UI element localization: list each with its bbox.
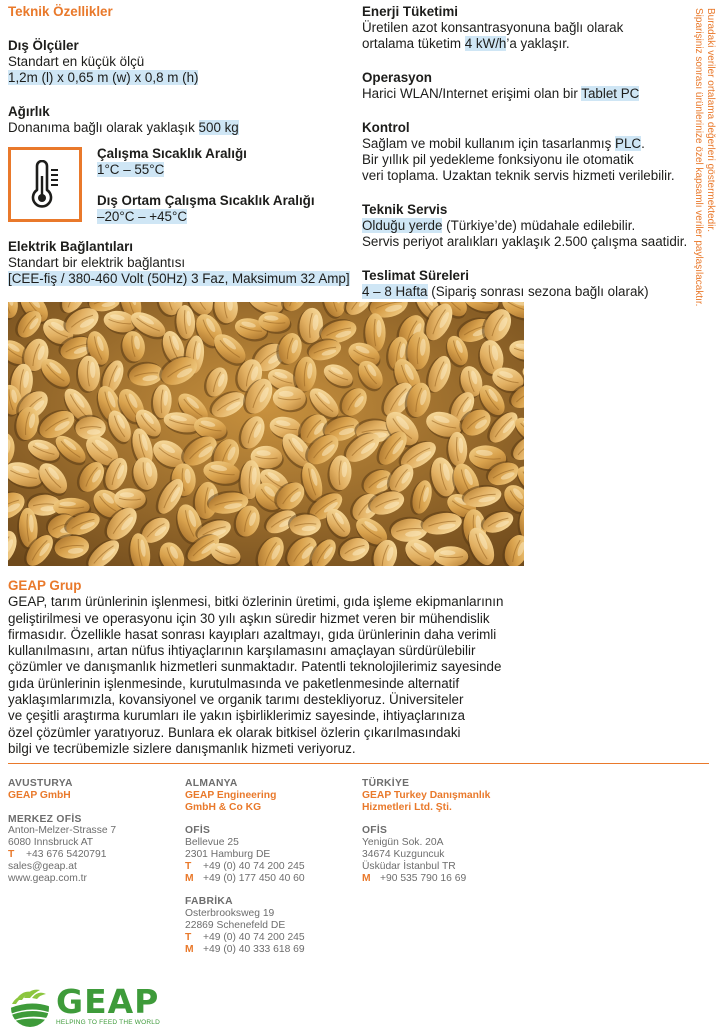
office-austria xyxy=(8,778,178,884)
energy-text-3: ’a yaklaşır. xyxy=(506,36,570,51)
mobile-label: M xyxy=(185,872,194,884)
company-line: GEAP, tarım ürünlerinin işlenmesi, bitki özlerinin üretimi, gıda işleme ekipmanlarının xyxy=(8,594,504,610)
dimensions-value: 1,2m (l) x 0,65 m (w) x 0,8 m (h) xyxy=(8,70,199,85)
dimensions-text: Standart en küçük ölçü xyxy=(8,54,145,69)
company-description xyxy=(8,594,508,757)
side-note-line-2: Siparişiniz sonrası ürünlerinize özel kapsamlı veriler paylaşılacaktır. xyxy=(693,8,704,307)
outdoor-temp-value: –20°C – +45°C xyxy=(97,209,187,224)
operation-value: Tablet PC xyxy=(581,86,640,101)
control-text-3: veri toplama. Uzaktan teknik servis hizmeti verilebilir. xyxy=(362,168,675,183)
control-value: PLC xyxy=(615,136,642,151)
company-line: gıda ürünlerinin işlenmesinde, kurutulmasında ve paketlenmesinde alternatif xyxy=(8,675,460,691)
company-line: bilgi ve tecrübemizle sizlere danışmanlık hizmeti veriyoruz. xyxy=(8,740,356,756)
weight-text: Donanıma bağlı olarak yaklaşık xyxy=(8,120,199,135)
phone: +43 676 5420791 xyxy=(26,848,107,860)
company-line: geliştirilmesi ve operasyonu için 30 yılı aşkın süredir hizmet veren bir mühendislik xyxy=(8,610,490,626)
factory-label: FABRİKA xyxy=(185,896,233,908)
city: 6080 Innsbruck AT xyxy=(8,837,94,849)
wheat-grain-illustration xyxy=(8,302,524,566)
delivery-text: (Sipariş sonrası sezona bağlı olarak) xyxy=(427,284,649,299)
specs-right-column xyxy=(362,4,692,300)
company-name-2: GmbH & Co KG xyxy=(185,801,262,813)
electric-heading: Elektrik Bağlantıları xyxy=(8,239,134,254)
phone: +49 (0) 40 74 200 245 xyxy=(203,860,305,872)
outdoor-temp-heading: Dış Ortam Çalışma Sıcaklık Aralığı xyxy=(97,193,315,208)
thermometer-icon xyxy=(8,147,82,222)
operation-text: Harici WLAN/Internet erişimi olan bir xyxy=(362,86,582,101)
operation-heading: Operasyon xyxy=(362,70,432,85)
district: 34674 Kuzguncuk xyxy=(362,848,445,860)
dimensions-heading: Dış Ölçüler xyxy=(8,38,79,53)
service-text-2: Servis periyot aralıkları yaklaşık 2.500 çalışma saatidir. xyxy=(362,234,688,249)
mobile: +49 (0) 177 450 40 60 xyxy=(203,872,305,884)
email-link[interactable]: sales@geap.at xyxy=(8,860,77,872)
energy-value: 4 kW/h xyxy=(464,36,507,51)
outdoor-temp-section xyxy=(97,193,347,225)
country-label: AVUSTURYA xyxy=(8,778,73,789)
street: Anton-Melzer-Strasse 7 xyxy=(8,825,117,837)
control-heading: Kontrol xyxy=(362,120,410,135)
electric-section xyxy=(8,239,353,287)
phone-label: T xyxy=(8,848,15,860)
energy-text: Üretilen azot konsantrasyonuna bağlı olarak xyxy=(362,20,624,35)
company-line: ve çeşitli araştırma kurumları ile yakın işbirliklerimiz sayesinde, ihtiyaçlarınıza xyxy=(8,708,465,724)
footer-divider xyxy=(8,763,709,764)
control-text: Sağlam ve mobil kullanım için tasarlanmış xyxy=(362,136,616,151)
logo-wordmark: GEAP xyxy=(56,982,160,1021)
op-temp-value: 1°C – 55°C xyxy=(97,162,165,177)
mobile-label: M xyxy=(362,872,371,884)
operation-section xyxy=(362,70,692,102)
company-section xyxy=(8,578,508,757)
delivery-value: 4 – 8 Hafta xyxy=(362,284,428,299)
company-line: firmasıdır. Özellikle hasat sonrası kayıpları azaltmayı, gıda ürünlerinin daha verimli xyxy=(8,626,497,642)
company-line: kullanılmasını, artan nüfus ihtiyaçlarının karşılamasını amaçlayan sürdürülebilir xyxy=(8,643,476,659)
delivery-section xyxy=(362,268,692,300)
service-section xyxy=(362,202,692,250)
weight-heading: Ağırlık xyxy=(8,104,50,119)
electric-text: Standart bir elektrik bağlantısı xyxy=(8,255,186,270)
service-text: (Türkiye’de) müdahale edilebilir. xyxy=(442,218,636,233)
op-temp-heading: Çalışma Sıcaklık Aralığı xyxy=(97,146,247,161)
service-value: Olduğu yerde xyxy=(362,218,443,233)
control-section xyxy=(362,120,692,184)
office-label: OFİS xyxy=(362,825,388,837)
mobile: +90 535 790 16 69 xyxy=(380,872,467,884)
delivery-heading: Teslimat Süreleri xyxy=(362,268,469,283)
energy-section xyxy=(362,4,692,52)
dimensions-section xyxy=(8,38,353,86)
phone-label: T xyxy=(185,931,192,943)
factory-phone: +49 (0) 40 74 200 245 xyxy=(203,931,305,943)
wheat-grain-photo xyxy=(8,302,524,566)
company-title: GEAP Grup xyxy=(8,578,82,593)
company-line: çözümler ve danışmanlık hizmetleri sunmaktadır. Patentli teknolojilerimiz sayesinde xyxy=(8,659,502,675)
street: Yenigün Sok. 20A xyxy=(362,837,444,849)
factory-mobile: +49 (0) 40 333 618 69 xyxy=(203,943,305,955)
country-label: TÜRKİYE xyxy=(362,778,410,789)
side-note xyxy=(680,8,716,308)
website-link[interactable]: www.geap.com.tr xyxy=(8,872,87,884)
service-heading: Teknik Servis xyxy=(362,202,448,217)
country-label: ALMANYA xyxy=(185,778,238,789)
company-name: GEAP Turkey Danışmanlık xyxy=(362,789,491,801)
weight-value: 500 kg xyxy=(198,120,239,135)
company-line: yaklaşımlarımızla, kovansiyonel ve organik tarımı destekliyoruz. Üniversiteler xyxy=(8,692,464,708)
phone-label: T xyxy=(185,860,192,872)
op-temp-section xyxy=(97,146,347,178)
street: Bellevue 25 xyxy=(185,837,239,849)
factory-city: 22869 Schenefeld DE xyxy=(185,919,286,931)
city: 2301 Hamburg DE xyxy=(185,848,271,860)
office-turkey xyxy=(362,778,562,884)
company-name: GEAP GmbH xyxy=(8,789,71,801)
control-text-2: Bir yıllık pil yedekleme fonksiyonu ile otomatik xyxy=(362,152,634,167)
energy-heading: Enerji Tüketimi xyxy=(362,4,458,19)
control-text-dot: . xyxy=(641,136,645,151)
energy-text-2: ortalama tüketim xyxy=(362,36,465,51)
city: Üsküdar İstanbul TR xyxy=(362,860,456,872)
geap-logo xyxy=(8,982,168,1028)
company-line: özel çözümler yaratıyoruz. Bunlara ek olarak bitkisel özlerin çıkarılmasındaki xyxy=(8,724,461,740)
office-label: OFİS xyxy=(185,825,211,837)
weight-section xyxy=(8,104,353,136)
side-note-line-1: Buradaki veriler ortalama değerleri göstermektedir. xyxy=(705,8,716,232)
factory-street: Osterbrooksweg 19 xyxy=(185,908,275,920)
electric-value: [CEE-fiş / 380-460 Volt (50Hz) 3 Faz, Maksimum 32 Amp] xyxy=(8,271,350,286)
company-name-2: Hizmetleri Ltd. Şti. xyxy=(362,801,452,813)
hq-label: MERKEZ OFİS xyxy=(8,813,82,825)
company-name: GEAP Engineering xyxy=(185,789,277,801)
specs-left-column xyxy=(8,4,353,136)
specs-title: Teknik Özellikler xyxy=(8,4,113,19)
mobile-label: M xyxy=(185,943,194,955)
logo-tagline: HELPING TO FEED THE WORLD xyxy=(56,1019,160,1026)
office-germany xyxy=(185,778,355,955)
logo-globe-icon xyxy=(8,984,52,1028)
